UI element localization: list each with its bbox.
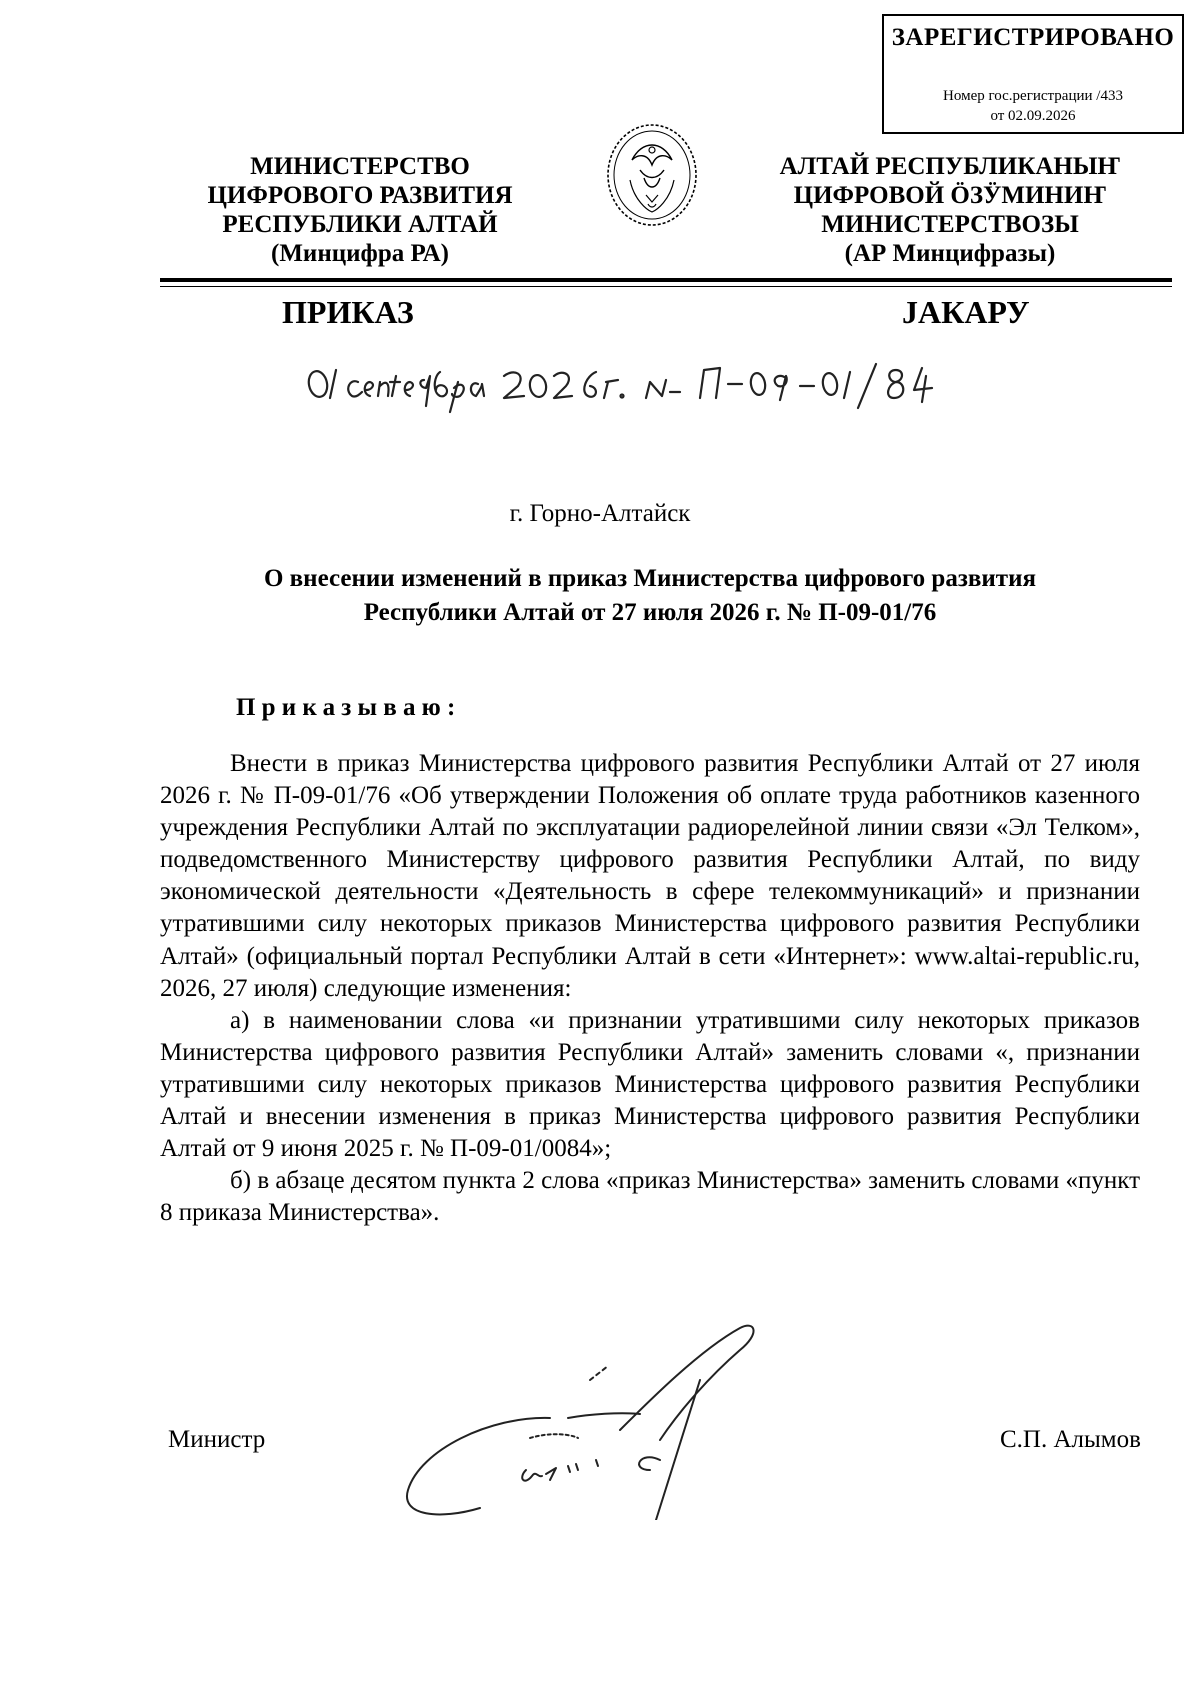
ministry-name-alt-line-3: МИНИСТЕРСТВОЗЫ (821, 211, 1079, 238)
ministry-name-ru-line-2: ЦИФРОВОГО РАЗВИТИЯ (207, 182, 513, 209)
body-paragraph: Внести в приказ Министерства цифрового развития Республики Алтай от 27 июля 2026 г. № П-09-01/76 «Об утверждении Положения об оплате труда работников казенного учреждения Республики Алтай по эксплуатации радиорелейной линии связи «Эл Телком», подведомственного Министерству цифрового развития Республики Алтай, по виду экономической деятельности «Деятельность в сфере телекоммуникаций» и признании утратившими силу некоторых приказов Министерства цифрового развития Республики Алтай» (официальный портал Республики Алтай в сети «Интернет»: www.altai-republic.ru, 2026, 27 июля) следующие изменения: (160, 750, 1140, 1002)
document-title-line-2: Республики Алтай от 27 июля 2026 г. № П-09-01/76 (363, 599, 937, 626)
body-paragraph: а) в наименовании слова «и признании утратившими силу некоторых приказов Министерства цифрового развития Республики Алтай» заменить словами «, признании утратившими силу некоторых приказов Министерства цифрового развития Республики Алтай и внесении изменения в приказ Министерства цифрового развития Республики Алтай от 9 июня 2025 г. № П-09-01/0084»; (160, 1006, 1140, 1163)
order-label-russian: ПРИКАЗ (282, 294, 414, 330)
signatory-name: С.П. Алымов (1000, 1426, 1141, 1453)
ministry-name-alt-line-1: АЛТАЙ РЕСПУБЛИКАНЫҤ (779, 153, 1121, 180)
stamp-registration-date: от 02.09.2026 (990, 108, 1076, 124)
stamp-registration-number: Номер гос.регистрации /433 (943, 88, 1123, 104)
ministry-name-ru-short: (Минцифра РА) (271, 240, 449, 267)
order-label-altai: JАКАРУ (902, 294, 1030, 330)
signatory-title: Министр (168, 1426, 266, 1453)
ministry-name-alt-line-2: ЦИФРОВОЙ ӦЗӰМИНИҤ (793, 182, 1107, 209)
ministry-name-altai (760, 152, 1140, 268)
ministry-name-russian (150, 152, 570, 268)
document-title (150, 562, 1150, 630)
handwritten-order-date-number (300, 346, 1000, 416)
coat-of-arms-altai-icon (602, 120, 702, 230)
header-divider-thick (160, 278, 1172, 282)
decree-heading: Приказываю: (236, 694, 462, 721)
body-paragraph: б) в абзаце десятом пункта 2 слова «приказ Министерства» заменить словами «пункт 8 приказа Министерства». (160, 1167, 1140, 1227)
document-body (160, 748, 1140, 1229)
city-name: г. Горно-Алтайск (509, 500, 691, 527)
document-title-line-1: О внесении изменений в приказ Министерства цифрового развития (263, 565, 1036, 592)
handwritten-signature-icon (400, 1320, 860, 1520)
ministry-name-ru-line-3: РЕСПУБЛИКИ АЛТАЙ (222, 211, 498, 238)
stamp-title: ЗАРЕГИСТРИРОВАНО (891, 24, 1175, 51)
registration-stamp (882, 14, 1184, 134)
ministry-name-ru-line-1: МИНИСТЕРСТВО (250, 153, 470, 180)
ministry-name-alt-short: (АР Минцифразы) (844, 240, 1056, 267)
header-divider-thin (160, 286, 1172, 287)
